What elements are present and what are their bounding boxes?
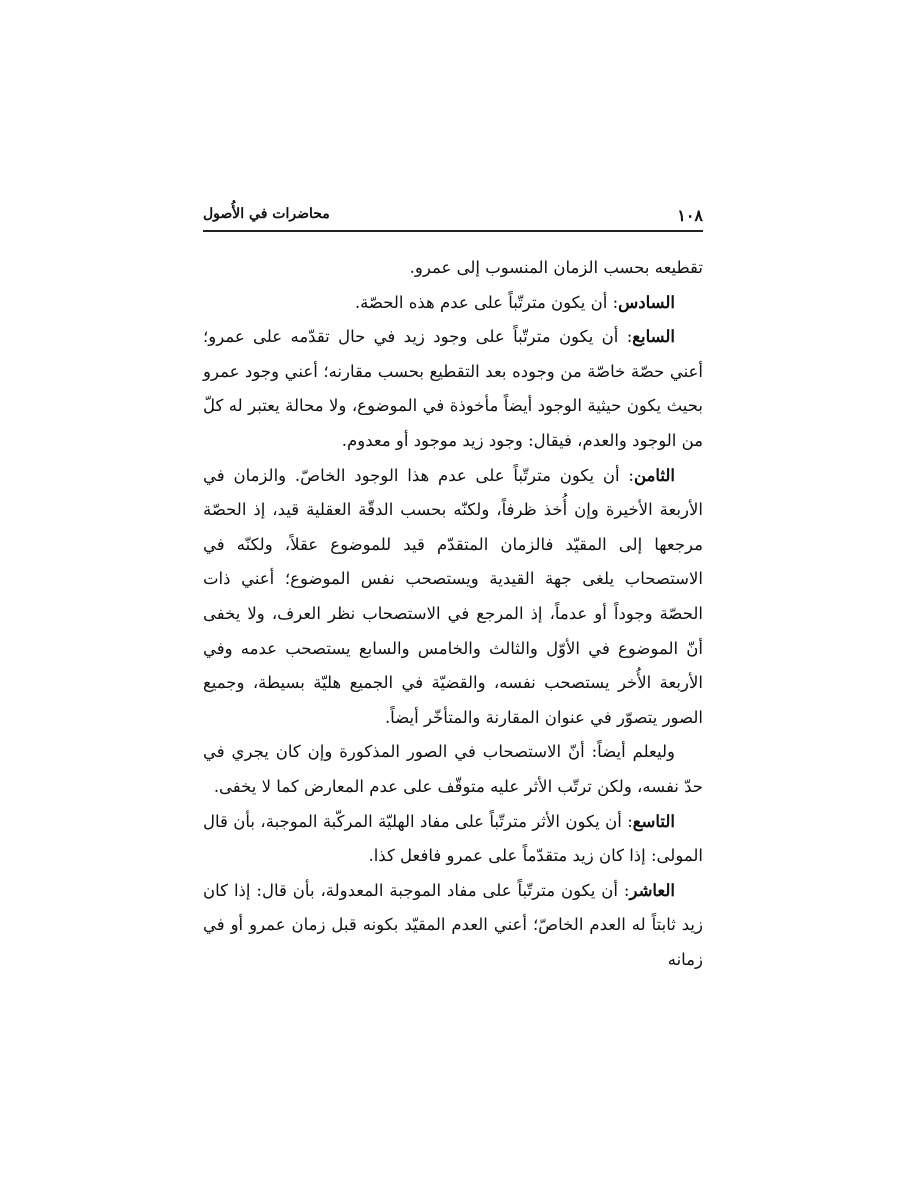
paragraph-label: الثامن	[633, 465, 675, 485]
paragraph-text: : أن يكون الأثر مترتّباً على مفاد الهليّة المركّبة الموجبة، بأن قال المولى: إذا كان زيد متقدّماً على عمرو فافعل كذا.	[203, 811, 703, 866]
paragraph-continuation	[203, 251, 703, 286]
paragraph-text: : أن يكون مترتّباً على مفاد الموجبة المعدولة، بأن قال: إذا كان زيد ثابتاً له العدم الخاصّ؛ أعني العدم المقيّد بكونه قبل زمان عمرو أو في زمانه	[203, 880, 703, 969]
paragraph-label: التاسع	[632, 811, 675, 831]
paragraph-text: وليعلم أيضاً: أنّ الاستصحاب في الصور المذكورة وإن كان يجري في حدّ نفسه، ولكن ترتّب الأثر عليه متوقّف على عدم المعارض كما لا يخفى.	[203, 742, 703, 796]
paragraph-text: : أن يكون مترتّباً على وجود زيد في حال تقدّمه على عمرو؛ أعني حصّة خاصّة من وجوده بعد التقطيع بحسب مقارنه؛ أعني وجود عمرو بحيث يكون حيثية الوجود أيضاً مأخوذة في الموضوع، ولا محالة يعتبر له كلّ من الوجود والعدم، فيقال: وجود زيد موجود أو معدوم.	[203, 327, 703, 450]
header-rule	[203, 230, 703, 232]
book-title: محاضرات في الأُصول	[203, 206, 330, 222]
paragraph-sixth	[203, 286, 703, 321]
paragraph-eighth	[203, 459, 703, 736]
paragraph-label: السابع	[632, 327, 675, 347]
paragraph-ninth	[203, 805, 703, 874]
paragraph-seventh	[203, 320, 703, 458]
paragraph-tenth	[203, 874, 703, 978]
paragraph-label: السادس	[618, 292, 675, 312]
running-header	[203, 200, 703, 230]
body-text	[203, 251, 703, 977]
paragraph-note	[203, 735, 703, 804]
page-number: ١٠٨	[677, 206, 703, 225]
paragraph-text: : أن يكون مترتّباً على عدم هذا الوجود الخاصّ. والزمان في الأربعة الأخيرة وإن أُخذ ظرفاً، ولكنّه بحسب الدقّة العقلية قيد، إذ الحصّة مرجعها إلى المقيّد فالزمان المتقدّم قيد للموضوع عقلاً، ولكنّه في الاستصحاب يلغى جهة القيدية ويستصحب نفس الموضوع؛ أعني ذات الحصّة وجوداً أو عدماً، إذ المرجع في الاستصحاب نظر العرف، ولا يخفى أنّ الموضوع في الأوّل والثالث والخامس والسابع يستصحب عدمه وفي الأربعة الأُخر يستصحب نفسه، والقضيّة في الجميع هليّة بسيطة، وجميع الصور يتصوّر في عنوان المقارنة والمتأخّر أيضاً.	[203, 465, 703, 727]
paragraph-text: تقطيعه بحسب الزمان المنسوب إلى عمرو.	[409, 258, 703, 277]
paragraph-text: : أن يكون مترتّباً على عدم هذه الحصّة.	[354, 292, 619, 312]
paragraph-label: العاشر	[629, 880, 675, 900]
